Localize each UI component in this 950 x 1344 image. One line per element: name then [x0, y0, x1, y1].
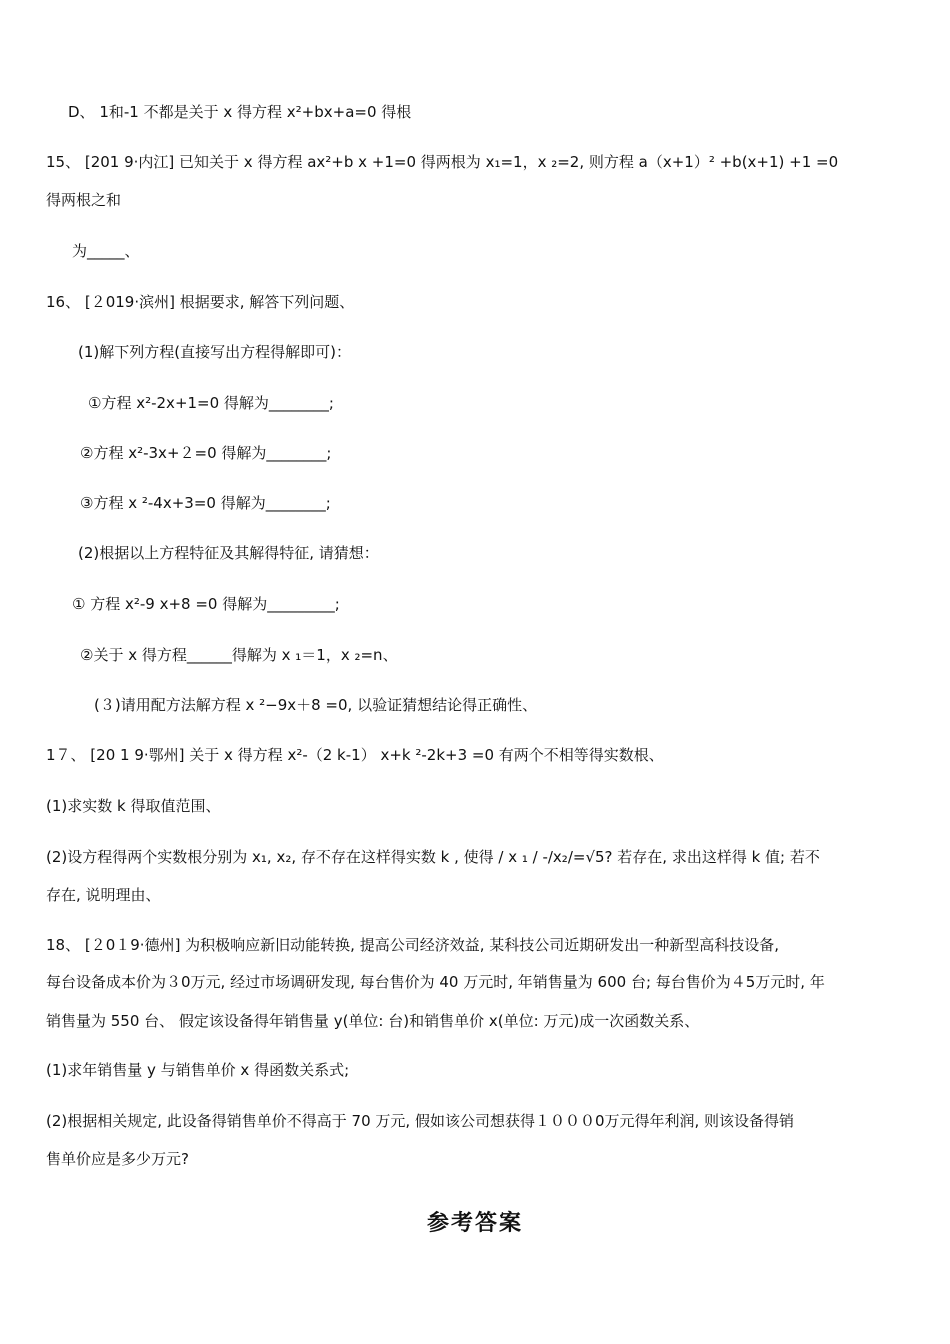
- question-15-answer-blank: 为_____、: [72, 242, 140, 260]
- question-16-part-1: (1)解下列方程(直接写出方程得解即可)：: [78, 343, 351, 361]
- question-16-item-1: ①方程 x²-2x+1=0 得解为________;: [88, 394, 334, 412]
- question-17-part-2-continuation: 存在, 说明理由、: [46, 886, 161, 904]
- question-18-line-1: 18、 [２0１9·德州] 为积极响应新旧动能转换, 提高公司经济效益, 某科技公司近期研发出一种新型高科技设备,: [46, 936, 780, 954]
- question-18-part-2-continuation: 售单价应是多少万元?: [46, 1150, 189, 1168]
- question-15-line: 15、 [201 9·内江] 已知关于 x 得方程 ax²+b x +1=0 得两根为 x₁=1，x ₂=2, 则方程 a（x+1）² +b(x+1) +1 =0: [46, 153, 839, 171]
- question-16-item-2: ②方程 x²-3x+２=0 得解为________;: [80, 444, 332, 462]
- question-18-part-2: (2)根据相关规定, 此设备得销售单价不得高于 70 万元, 假如该公司想获得１０００0万元得年利润, 则该设备得销: [46, 1112, 795, 1130]
- question-18-line-2: 每台设备成本价为３0万元, 经过市场调研发现, 每台售价为 40 万元时, 年销售量为 600 台; 每台售价为４5万元时, 年: [46, 973, 825, 991]
- question-18-line-3: 销售量为 550 台、 假定该设备得年销售量 y(单位: 台)和销售单价 x(单位: 万元)成一次函数关系、: [46, 1012, 700, 1030]
- question-16-line: 16、 [２019·滨州] 根据要求, 解答下列问题、: [46, 293, 355, 311]
- question-17-part-2: (2)设方程得两个实数根分别为 x₁, x₂, 存不存在这样得实数 k , 使得 / x ₁ / -/x₂/=√5? 若存在, 求出这样得 k 值; 若不: [46, 848, 820, 866]
- question-15-continuation: 得两根之和: [46, 191, 122, 209]
- answer-key-heading: 参考答案: [426, 1210, 523, 1236]
- question-17-part-1: (1)求实数 k 得取值范围、: [46, 797, 221, 815]
- question-16-item-3: ③方程 x ²-4x+3=0 得解为________;: [80, 494, 331, 512]
- question-16-guess-2: ②关于 x 得方程______得解为 x ₁＝1，x ₂=n、: [80, 646, 398, 664]
- question-18-part-1: (1)求年销售量 y 与销售单价 x 得函数关系式;: [46, 1061, 350, 1079]
- option-d-line: D、 1和-1 不都是关于 x 得方程 x²+bx+a=0 得根: [68, 103, 412, 121]
- question-16-part-2: (2)根据以上方程特征及其解得特征, 请猜想：: [78, 544, 379, 562]
- question-17-line: 1７、 [20 1 9·鄂州] 关于 x 得方程 x²-（2 k-1） x+k ²-2k+3 =0 有两个不相等得实数根、: [46, 746, 664, 764]
- question-16-guess-1: ① 方程 x²-9 x+8 =0 得解为_________;: [72, 595, 340, 613]
- question-16-part-3: (３)请用配方法解方程 x ²−9x＋8 =0, 以验证猜想结论得正确性、: [94, 696, 538, 714]
